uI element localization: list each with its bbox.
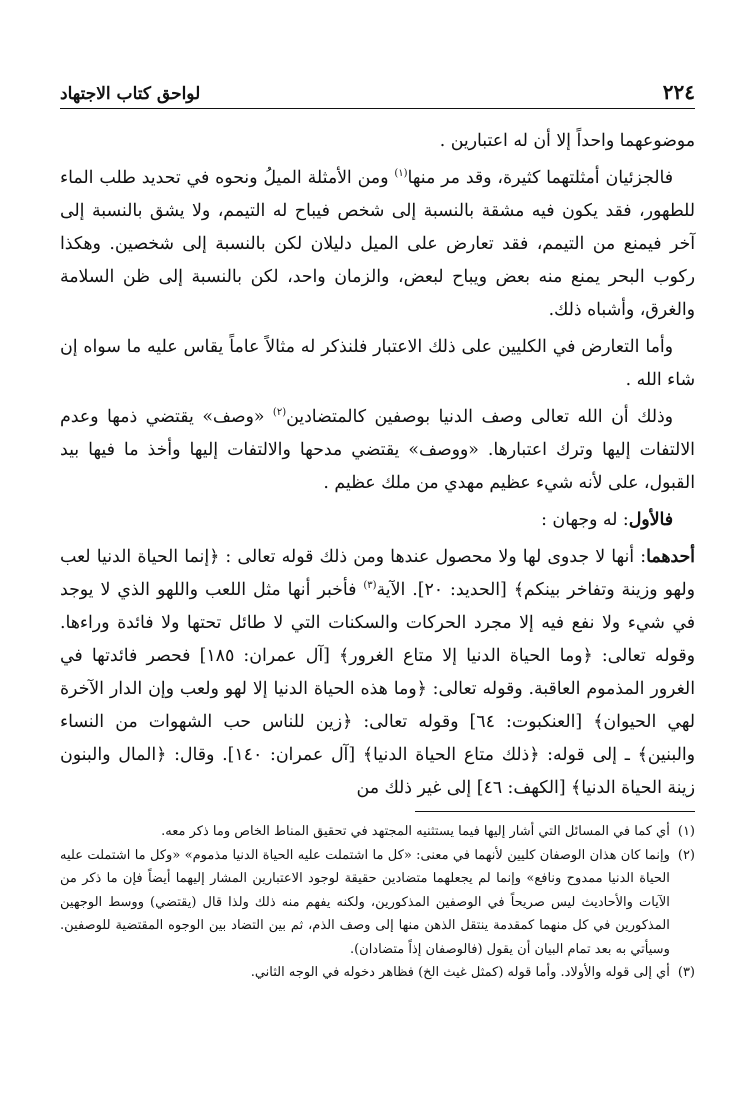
page-header [60,74,695,109]
paragraph-text: «وصف» يقتضي ذمها وعدم الالتفات إليها وترك اعتبارها. «ووصف» يقتضي مدحها والالتفات إليها وأخذ ما فيها بيد القبول، على لأنه شيء عظيم مهدي من ملك عظيم . [60,407,695,493]
footnote-number: (٣) [677,965,695,980]
page-number: ٢٢٤ [662,80,695,104]
paragraph [60,401,695,500]
paragraph [60,541,695,805]
footnote-text: وإنما كان هذان الوصفان كليين لأنهما في معنى: «كل ما اشتملت عليه الحياة الدنيا مذموم» «وكل ما اشتملت عليه الحياة الدنيا ممدوح ونافع» وإنما لم يجعلهما متضادين حقيقة لوجود الاعتبارين المشار إليهما أيضاً فإن ما ذكر من الآيات والأحاديث ليس صريحاً في الوصفين المذكورين، ولكنه يفهم منه ذلك ولذا قال (يقتضي) ووسط الوجهين المذكورين في كل منهما كمقدمة ينتقل الذهن منها إلى وصف الذم، ثم بين التضاد بين الوجوه المقتضية للوصفين. وسيأتي به بعد تمام البيان أن يقول (فالوصفان إذاً متضادان). [60,847,670,957]
paragraph-text: وذلك أن الله تعالى وصف الدنيا بوصفين كالمتضادين [286,407,674,427]
footnote [60,844,695,962]
paragraph [60,504,695,537]
footnote-ref: (٢) [272,407,287,419]
footnote-ref: (١) [394,168,408,180]
paragraph-text: فالجزئيان أمثلتهما كثيرة، وقد مر منها [407,168,673,188]
footnote [60,820,695,844]
running-head: لواحق كتاب الاجتهاد [60,84,201,104]
footnote-divider [415,811,695,812]
paragraph-text: فأخبر أنها مثل اللعب واللهو الذي لا يوجد في شيء ولا نفع فيه إلا مجرد الحركات والسكنات التي لا طائل تحتها ولا فائدة وراءها. وقوله تعالى: ﴿وما الحياة الدنيا إلا متاع الغرور﴾ [آل عمران: ١٨٥] فحصر فائدتها في الغرور المذموم العاقبة. وقوله تعالى: ﴿وما هذه الحياة الدنيا إلا لهو ولعب وإن الدار الآخرة لهي الحيوان﴾ [العنكبوت: ٦٤] وقوله تعالى: ﴿زين للناس حب الشهوات من النساء والبنين﴾ ـ إلى قوله: ﴿ذلك متاع الحياة الدنيا﴾ [آل عمران: ١٤٠]. وقال: ﴿المال والبنون زينة الحياة الدنيا﴾ [الكهف: ٤٦] إلى غير ذلك من [60,580,695,798]
paragraph-text: موضوعهما واحداً إلا أن له اعتبارين . [439,131,695,151]
footnote-text: أي إلى قوله والأولاد. وأما قوله (كمثل غيث الخ) فظاهر دخوله في الوجه الثاني. [250,965,670,980]
footnote [60,961,695,985]
footnote-ref: (٣) [363,580,377,592]
paragraph [60,331,695,397]
footnote-number: (١) [677,824,695,839]
book-page [60,74,695,985]
paragraph-lead: أحدهما [646,547,695,567]
footnotes [60,820,695,985]
main-text [60,125,695,805]
paragraph-text: : أنها لا جدوى لها ولا محصول عندها ومن ذلك قوله تعالى : ﴿إنما الحياة الدنيا لعب ولهو وزينة وتفاخر بينكم﴾ [الحديد: ٢٠]. الآية [60,547,695,600]
paragraph-lead: فالأول [628,510,673,530]
footnote-text: أي كما في المسائل التي أشار إليها فيما يستثنيه المجتهد في تحقيق المناط الخاص وما ذكر معه. [161,824,670,839]
paragraph [60,162,695,327]
paragraph-text: وأما التعارض في الكليين على ذلك الاعتبار فلنذكر له مثالاً عاماً يقاس عليه ما سواه إن شاء الله . [60,337,695,390]
footnote-number: (٢) [677,847,695,863]
paragraph-text: : له وجهان : [541,510,629,530]
paragraph [60,125,695,158]
paragraph-text: ومن الأمثلة الميلُ ونحوه في تحديد طلب الماء للطهور، فقد يكون فيه مشقة بالنسبة إلى شخص فيباح له التيمم، ولا يشق بالنسبة إلى آخر فيمنع من التيمم، فقد تعارض على الميل دليلان لكن بالنسبة إلى شخصين. وهكذا ركوب البحر يمنع منه بعض ويباح لبعض، والزمان واحد، لكن بالنسبة إلى ظن السلامة والغرق، وأشباه ذلك. [60,168,695,320]
